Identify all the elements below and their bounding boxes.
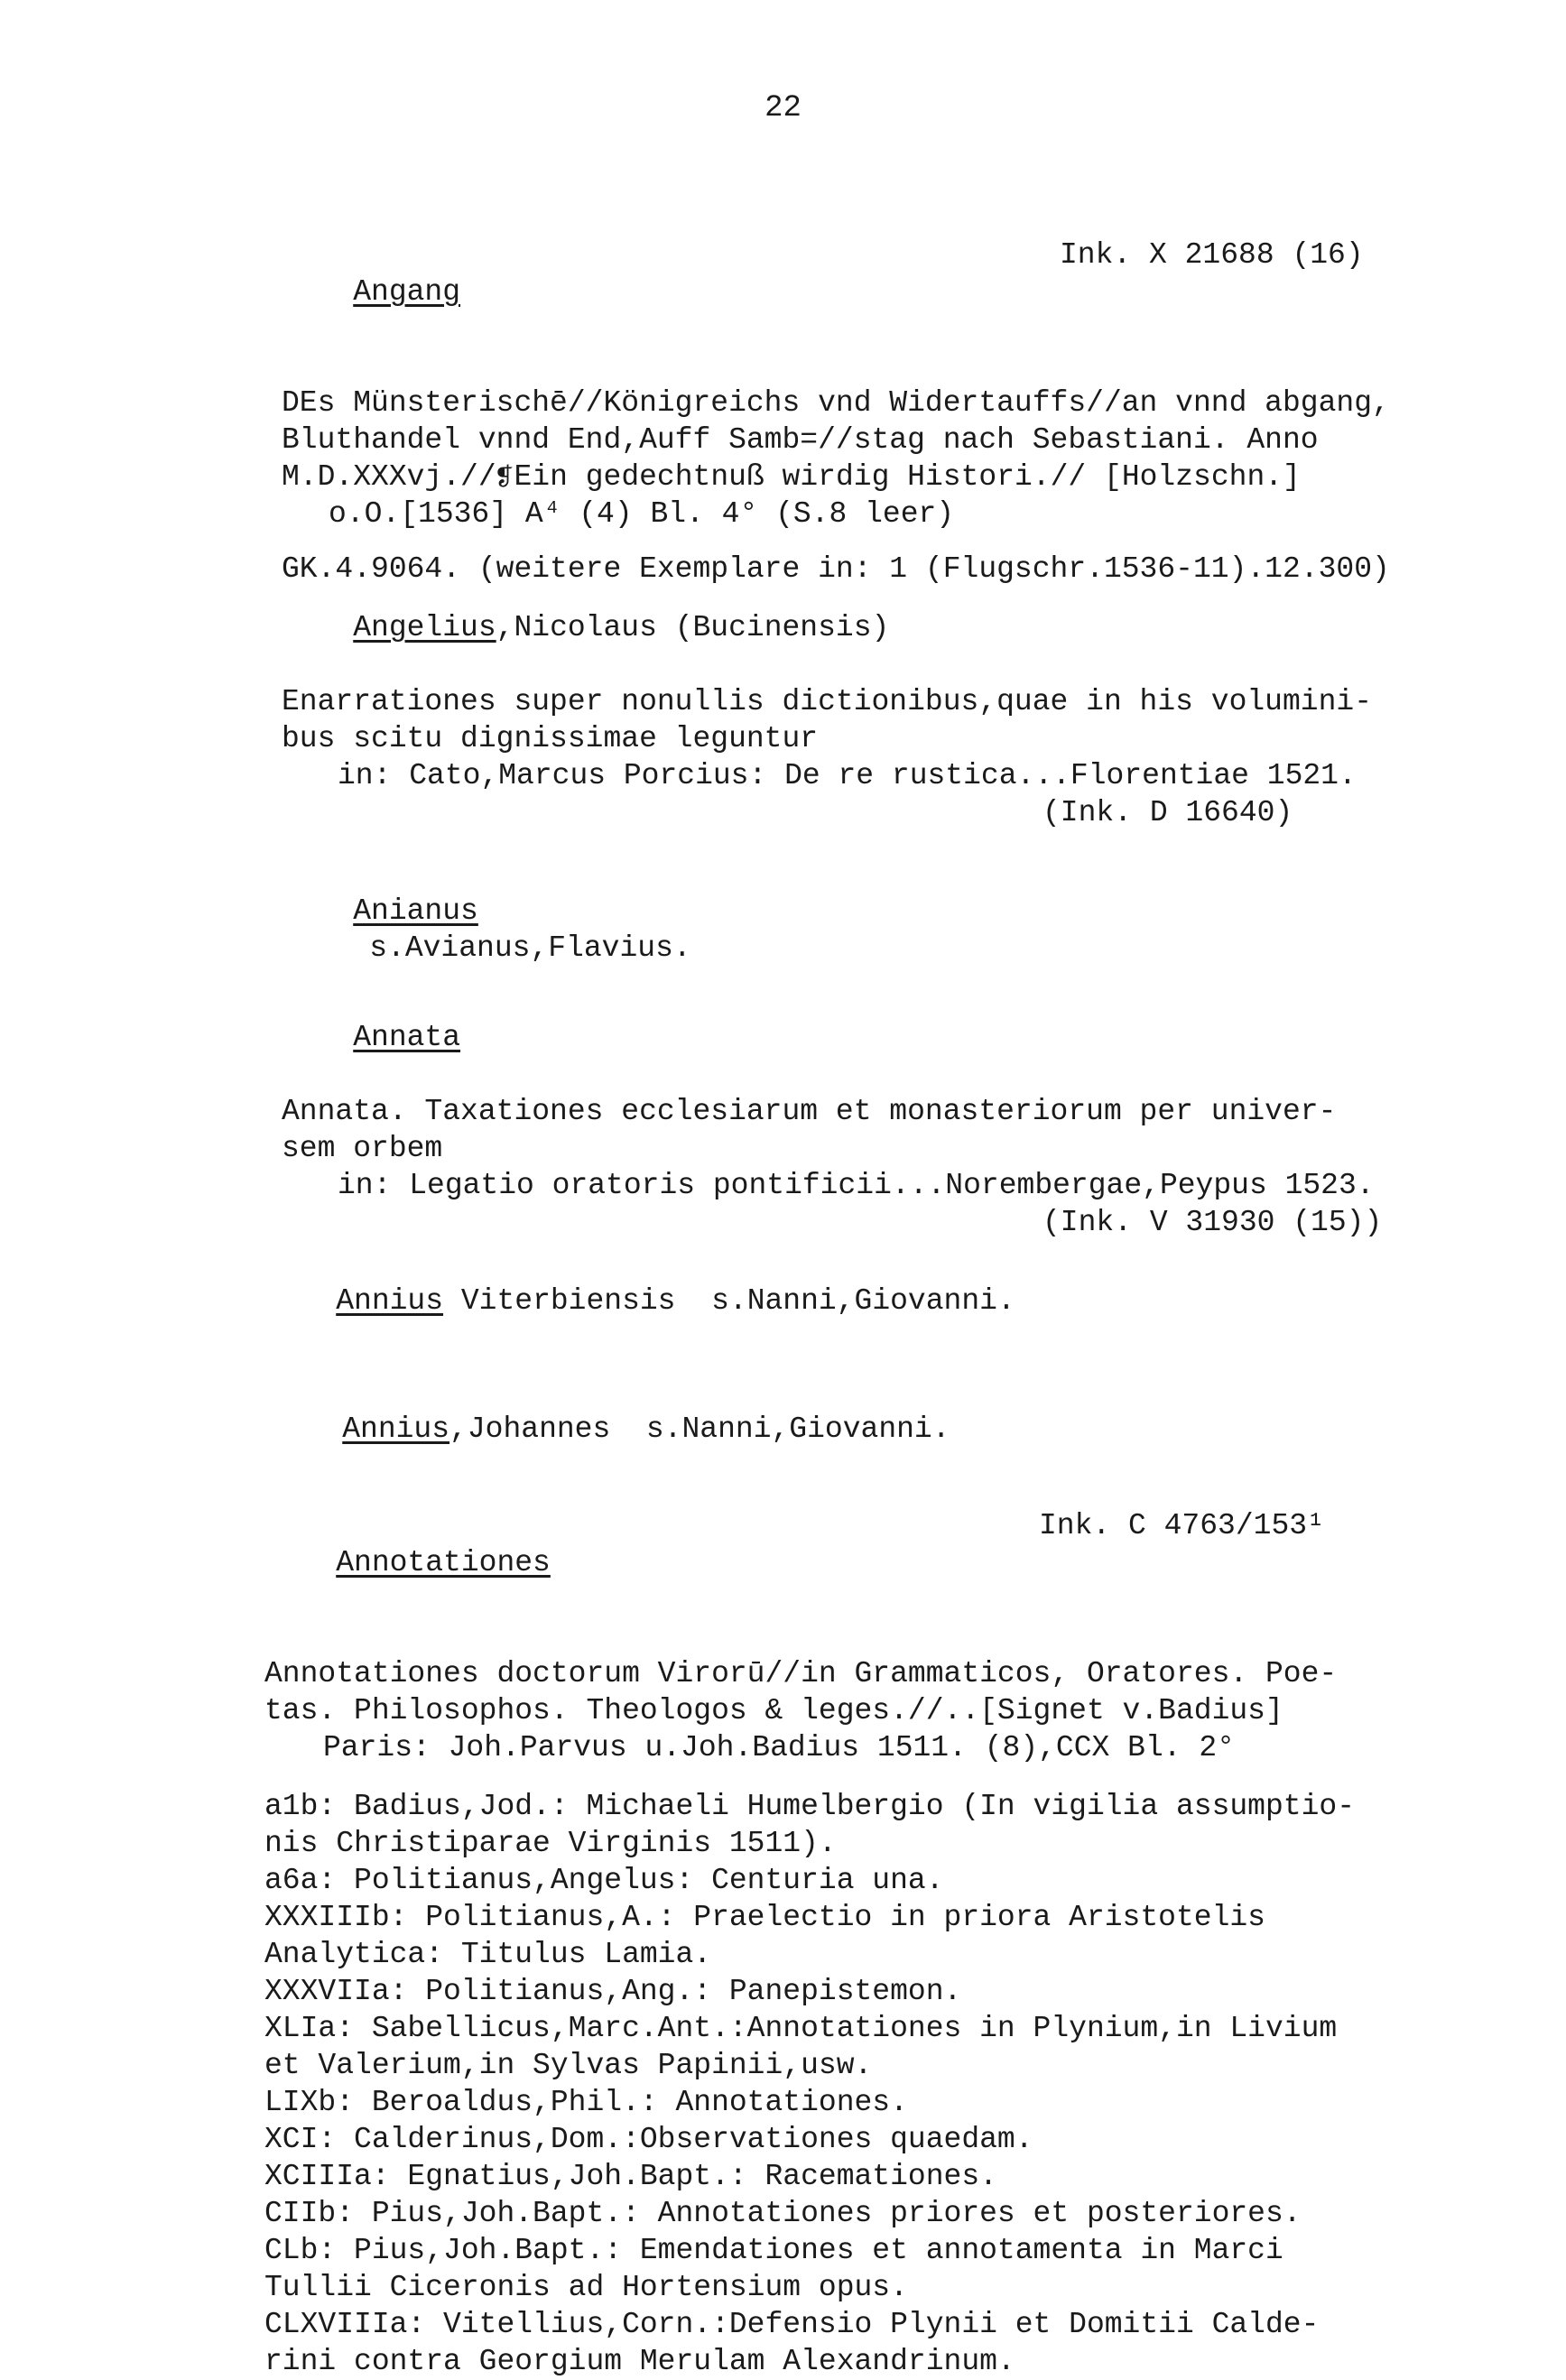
contents-line: Tullii Ciceronis ad Hortensium opus. [264,2271,908,2304]
title-line: Annotationes doctorum Virorū//in Grammaticos, Oratores. Poe- [264,1657,1338,1690]
title-line: tas. Philosophos. Theologos & leges.//..[Signet v.Badius] [264,1694,1283,1727]
cross-reference: Viterbiensis s.Nanni,Giovanni. [443,1284,1015,1318]
contents-line: rini contra Georgium Merulam Alexandrinum. [264,2345,1015,2378]
imprint-line: o.O.[1536] A⁴ (4) Bl. 4° (S.8 leer) [329,497,955,531]
entry-annotationes [264,1507,1492,2380]
title-line: DEs Münsterischē//Königreichs vnd Widertauffs//an vnnd abgang, [282,386,1390,420]
contents-line: CIIb: Pius,Joh.Bapt.: Annotationes priores et posteriores. [264,2197,1302,2230]
contents-line: LIXb: Beroaldus,Phil.: Annotationes. [264,2086,908,2119]
entry-heading: Annius [336,1284,444,1318]
cross-reference: ,Johannes s.Nanni,Giovanni. [449,1412,950,1446]
entry-angang [282,236,1482,588]
title-line: Enarrationes super nonullis dictionibus,quae in his volumini- [282,685,1372,718]
title-line: sem orbem [282,1132,443,1165]
page-number: 22 [764,91,802,125]
entry-annata [282,982,1482,1241]
contents-line: Analytica: Titulus Lamia. [264,1938,712,1971]
entry-angelius [282,572,1482,831]
contents-line: nis Christiparae Virginis 1511). [264,1827,837,1860]
title-line: Annata. Taxationes ecclesiarum et monasteriorum per univer- [282,1095,1337,1128]
shelfmark: (Ink. D 16640) [1042,796,1293,829]
title-line: Bluthandel vnnd End,Auff Samb=//stag nach Sebastiani. Anno [282,423,1319,457]
in-line: in: Cato,Marcus Porcius: De re rustica...Florentiae 1521. [338,759,1357,792]
entry-heading: Annata [353,1021,461,1054]
contents-line: XXXIIIb: Politianus,A.: Praelectio in priora Aristotelis [264,1901,1265,1934]
contents-line: XXXVIIa: Politianus,Ang.: Panepistemon. [264,1975,962,2008]
contents-line: CLb: Pius,Joh.Bapt.: Emendationes et annotamenta in Marci [264,2234,1283,2267]
contents-line: XCI: Calderinus,Dom.:Observationes quaedam. [264,2123,1033,2156]
title-line: M.D.XXXvj.//❡Ein gedechtnuß wirdig Histori.// [Holzschn.] [282,460,1301,494]
contents-line: a6a: Politianus,Angelus: Centuria una. [264,1864,944,1897]
title-line: bus scitu dignissimae leguntur [282,722,819,755]
contents-line: XCIIIa: Egnatius,Joh.Bapt.: Racemationes. [264,2160,997,2193]
contents-line: XLIa: Sabellicus,Marc.Ant.:Annotationes in Plynium,in Livium [264,2012,1338,2045]
in-line: in: Legatio oratoris pontificii...Norembergae,Peypus 1523. [338,1169,1375,1202]
reference-line: GK.4.9064. (weitere Exemplare in: 1 (Flugschr.1536-11).12.300) [282,552,1390,586]
entry-heading: Angang [353,275,461,309]
shelfmark: (Ink. V 31930 (15)) [1042,1206,1383,1239]
entry-heading: Angelius [353,611,496,644]
entry-heading-rest: ,Nicolaus (Bucinensis) [496,611,890,644]
shelfmark: Ink. X 21688 (16) [1060,238,1364,272]
contents-line: CLXVIIIa: Vitellius,Corn.:Defensio Plynii et Domitii Calde- [264,2308,1320,2341]
contents-line: a1b: Badius,Jod.: Michaeli Humelbergio (In vigilia assumptio- [264,1790,1355,1823]
contents-line: et Valerium,in Sylvas Papinii,usw. [264,2049,873,2082]
cross-reference: s.Avianus,Flavius. [369,931,691,965]
entry-annius-johannes [271,1374,1471,1485]
entry-annius-viterbiensis [264,1246,1465,1357]
contents-list [264,1788,1492,2380]
shelfmark: Ink. C 4763/153¹ [1039,1509,1325,1542]
entry-heading: Annotationes [336,1546,551,1579]
imprint-line: Paris: Joh.Parvus u.Joh.Badius 1511. (8),CCX Bl. 2° [323,1731,1235,1764]
entry-heading: Anianus [353,894,478,928]
entry-heading: Annius [342,1412,450,1446]
